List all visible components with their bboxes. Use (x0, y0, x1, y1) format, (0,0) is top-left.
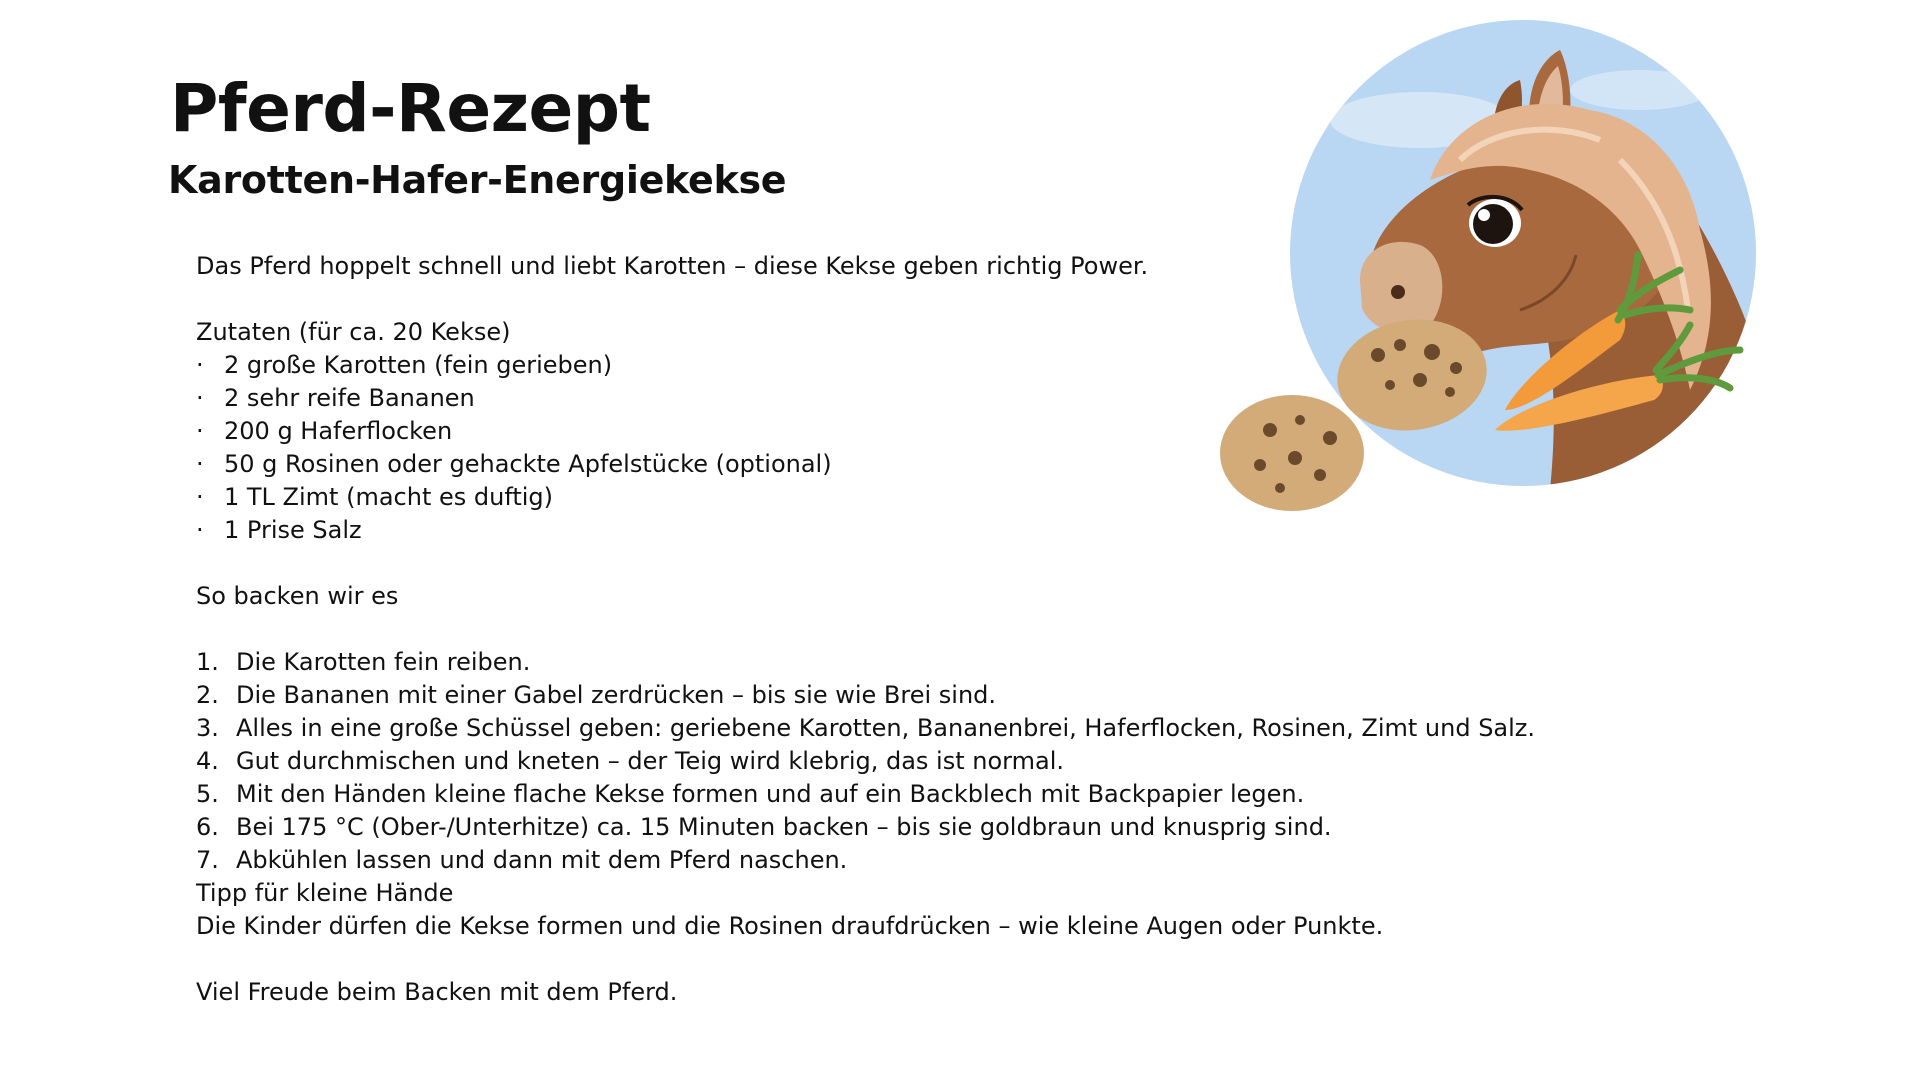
tip-text: Die Kinder dürfen die Kekse formen und die Rosinen draufdrücken – wie kleine Augen oder Punkte. (196, 912, 1384, 940)
step-number: 1. (196, 648, 219, 676)
step-number: 5. (196, 780, 219, 808)
step-item (196, 778, 1696, 811)
step-item (196, 811, 1696, 844)
step-text: Gut durchmischen und kneten – der Teig wird klebrig, das ist normal. (236, 747, 1064, 775)
bullet-icon: · (196, 483, 204, 511)
ingredients-heading: Zutaten (für ca. 20 Kekse) (196, 318, 511, 346)
ingredient-item: · 2 große Karotten (fein gerieben) (196, 349, 1696, 382)
step-text: Mit den Händen kleine flache Kekse formen und auf ein Backblech mit Backpapier legen. (236, 780, 1305, 808)
spacer (196, 613, 1696, 646)
step-text: Alles in eine große Schüssel geben: geriebene Karotten, Bananenbrei, Haferflocken, Rosinen, Zimt und Salz. (236, 714, 1536, 742)
step-text: Die Karotten fein reiben. (236, 648, 531, 676)
horse-illustration (1220, 10, 1820, 610)
intro-text: Das Pferd hoppelt schnell und liebt Karotten – diese Kekse geben richtig Power. (196, 252, 1149, 280)
closing-text: Viel Freude beim Backen mit dem Pferd. (196, 978, 678, 1006)
ingredient-item: · 50 g Rosinen oder gehackte Apfelstücke (optional) (196, 448, 1696, 481)
step-item (196, 712, 1696, 745)
bullet-icon: · (196, 351, 204, 379)
step-text: Abkühlen lassen und dann mit dem Pferd naschen. (236, 846, 848, 874)
step-item (196, 844, 1696, 877)
step-number: 6. (196, 813, 219, 841)
tip-heading: Tipp für kleine Hände (196, 879, 454, 907)
step-number: 7. (196, 846, 219, 874)
cookie-icon (1220, 395, 1364, 511)
bullet-icon: · (196, 516, 204, 544)
ingredient-item: · 2 sehr reife Bananen (196, 382, 1696, 415)
ingredient-item: · 1 TL Zimt (macht es duftig) (196, 481, 1696, 514)
method-heading: So backen wir es (196, 582, 399, 610)
step-text: Die Bananen mit einer Gabel zerdrücken – bis sie wie Brei sind. (236, 681, 997, 709)
step-item (196, 745, 1696, 778)
recipe-subtitle: Karotten-Hafer-Energiekekse (168, 158, 787, 202)
step-item (196, 646, 1696, 679)
bullet-icon: · (196, 384, 204, 412)
step-number: 2. (196, 681, 219, 709)
ingredient-item: · 1 Prise Salz (196, 514, 1696, 547)
spacer (196, 943, 1696, 976)
step-number: 4. (196, 747, 219, 775)
bullet-icon: · (196, 450, 204, 478)
bullet-icon: · (196, 417, 204, 445)
step-number: 3. (196, 714, 219, 742)
step-item (196, 679, 1696, 712)
ingredient-item: · 200 g Haferflocken (196, 415, 1696, 448)
steps-list (196, 646, 1696, 877)
page-title: Pferd-Rezept (170, 70, 651, 147)
step-text: Bei 175 °C (Ober-/Unterhitze) ca. 15 Minuten backen – bis sie goldbraun und knusprig sind. (236, 813, 1332, 841)
